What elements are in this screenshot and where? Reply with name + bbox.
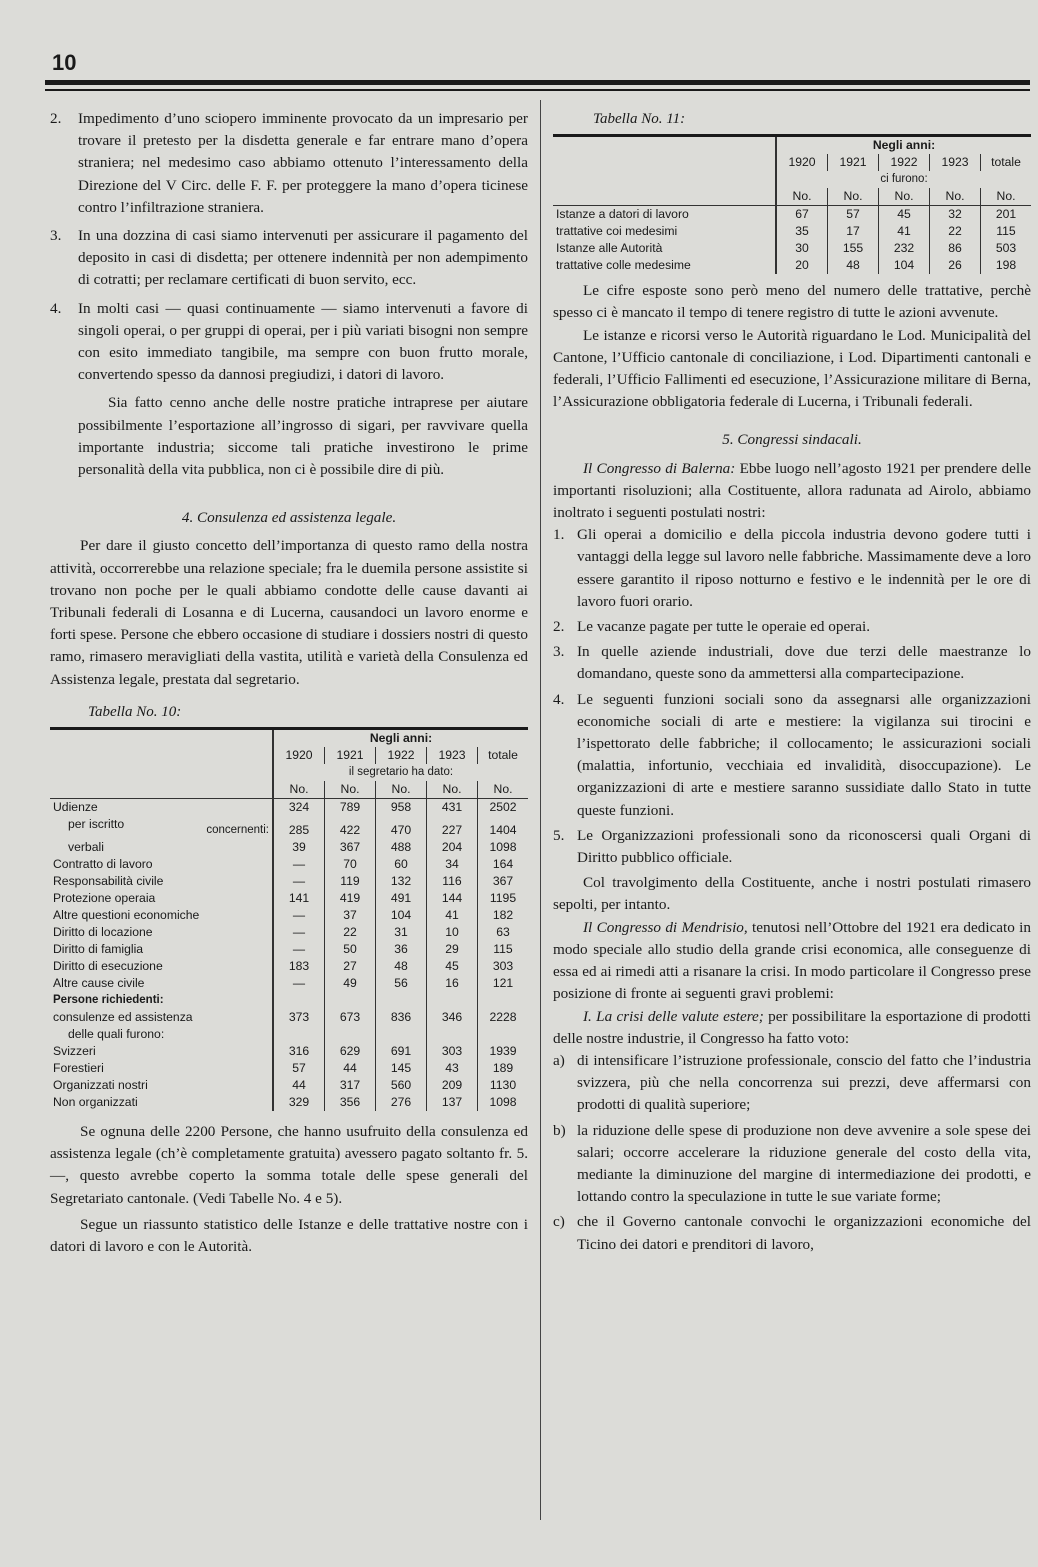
table-cell: 691 [376,1043,427,1060]
item-number: a) [553,1051,565,1069]
table-10-label: Tabella No. 10: [88,703,182,720]
table-cell: 422 [325,816,376,839]
left-column [50,108,528,1258]
table-cell: 329 [273,1094,325,1111]
item-text: Le Organizzazioni professionali sono da riconoscersi quali Organi di Diritto pubblico officiale. [577,826,1031,867]
table-cell: 1195 [478,890,529,907]
table-cell: — [273,924,325,941]
table-cell [273,1026,325,1043]
table-cell: 367 [325,839,376,856]
table-cell: 20 [776,257,828,274]
table-cell: 346 [427,1009,478,1026]
column-divider [540,100,541,1520]
row-label: Svizzeri [53,1044,96,1059]
year-header: 1921 [325,747,376,764]
table-cell: 41 [427,907,478,924]
row-label: Forestieri [53,1061,104,1076]
unit-header: No. [478,781,529,799]
table-cell [427,1026,478,1043]
list-item [50,298,528,387]
row-label: Istanze alle Autorità [556,241,663,256]
table-cell: 60 [376,856,427,873]
table-cell: 22 [325,924,376,941]
table-cell: 121 [478,975,529,992]
item-number: 4. [50,299,62,317]
table-header-top: Negli anni: [776,136,1031,155]
item-number: 1. [553,526,565,544]
table-cell: 144 [427,890,478,907]
concernenti-note: concernenti: [206,824,269,837]
unit-header: No. [427,781,478,799]
list-item [553,1120,1031,1209]
mendrisio-title: Il Congresso di Mendrisio, [583,918,748,936]
table-cell: 36 [376,941,427,958]
table-header-mid: ci furono: [776,171,1031,188]
list-item [553,524,1031,613]
row-label: Diritto di locazione [53,925,153,940]
table-cell: 227 [427,816,478,839]
item-number: 3. [50,227,62,245]
table-row [50,1009,528,1026]
table-cell: 209 [427,1077,478,1094]
table-row [50,890,528,907]
table-cell: — [273,941,325,958]
table-cell: 470 [376,816,427,839]
table-cell: 1098 [478,839,529,856]
row-label: per iscritto concernenti: [50,816,273,839]
year-header: 1920 [776,154,828,171]
table-cell: 303 [478,958,529,975]
table-10 [50,727,528,1111]
header-rule [45,80,1030,85]
item-text: In molti casi — quasi continuamente — siamo intervenuti a favore di singoli operai, o per gruppi di operai, per i più variati bisogni non sempre con esito immediato tangibile, ma sempre con buon frutto morale, convertendo spesso da dannosi pregiudizi, i datori di lavoro. [78,299,528,384]
year-header: 1920 [273,747,325,764]
table-cell: 35 [776,223,828,240]
table-cell: 285 [273,816,325,839]
table-cell: 32 [930,206,981,224]
table-cell: 17 [828,223,879,240]
row-label: Non organizzati [53,1095,138,1110]
table-cell: 145 [376,1060,427,1077]
table-cell: 155 [828,240,879,257]
table-cell: 431 [427,799,478,817]
table-row [50,941,528,958]
row-label: verbali [68,840,104,855]
table-cell: 16 [427,975,478,992]
table-cell: 324 [273,799,325,817]
year-header: 1922 [376,747,427,764]
table-cell: 115 [478,941,529,958]
item-number: 5. [553,826,565,844]
table-cell: 373 [273,1009,325,1026]
list-item [50,225,528,292]
unit-header: No. [273,781,325,799]
year-header: 1921 [828,154,879,171]
table-cell: 48 [828,257,879,274]
table-cell: 137 [427,1094,478,1111]
table-cell: 41 [879,223,930,240]
table-cell: 1404 [478,816,529,839]
table-row [553,257,1031,274]
table-cell: 1939 [478,1043,529,1060]
table-11-label: Tabella No. 11: [593,111,686,127]
paragraph-export: Sia fatto cenno anche delle nostre pratiche intraprese per aiutare possibilmente l’esportazione all’ingrosso di sigari, per ravvivare quella importante industria; siccome tali pratiche investirono le prime personalità della vita pubblica, non ci è possibile dire di più. [78,394,528,479]
table-cell: 49 [325,975,376,992]
table-cell: 419 [325,890,376,907]
table-cell: 34 [427,856,478,873]
paragraph-mendrisio [553,917,1031,1006]
table-cell: — [273,907,325,924]
item-number: c) [553,1213,565,1231]
row-label: Altre cause civile [53,976,145,991]
crisi-text: per possibilitare la esportazione di prodotti delle nostre industrie, il Congresso ha fatto voto: [553,1007,1031,1047]
table-cell: — [273,873,325,890]
table-cell: 30 [776,240,828,257]
row-label: Istanze a datori di lavoro [556,207,689,222]
table-cell: 45 [427,958,478,975]
table-row [50,1094,528,1111]
table-cell: 132 [376,873,427,890]
table-row [50,1060,528,1077]
row-label: Protezione operaia [53,891,156,906]
item-number: 2. [553,618,565,636]
table-cell: 182 [478,907,529,924]
item-text: Gli operai a domicilio e della piccola industria devono godere tutti i vantaggi della legge sul lavoro nelle fabbriche. Massimamente deve a loro essere garantito il riposo notturno e festivo e le indennità per le ore di lavoro fuori orario. [577,526,1031,610]
item-text: Le seguenti funzioni sociali sono da assegnarsi alle organizzazioni economiche sociali di arte e mestiere: la vigilanza sui tirocini e l’ispettorato delle fabbriche; il collocamento; le assicurazioni sociali (malattia, infortunio, vecchiaia ed invalidità, disoccupazione). Le organizzazioni di arte e mestiere saranno sussidiate dallo Stato in tutte queste funzioni. [577,690,1031,819]
paragraph-balerna [553,458,1031,525]
table-cell: 491 [376,890,427,907]
table-cell: 50 [325,941,376,958]
list-item [553,689,1031,822]
row-label: Contratto di lavoro [53,857,153,872]
table-row [553,206,1031,224]
year-header: 1922 [879,154,930,171]
right-column [553,108,1031,1259]
paragraph-persone: Se ognuna delle 2200 Persone, che hanno usufruito della consulenza ed assistenza legale (ch’è completamente gratuita) avessero pagato soltanto fr. 5.—, questo avrebbe coperto la somma totale delle spese generali del Segretariato cantonale. (Vedi Tabelle No. 4 e 5). [50,1123,528,1207]
table-cell: 503 [981,240,1032,257]
table-row [50,839,528,856]
section-title-5: 5. Congressi sindacali. [722,431,862,449]
year-header: 1923 [930,154,981,171]
table-row [50,1077,528,1094]
table-row [50,958,528,975]
table-cell: 2228 [478,1009,529,1026]
table-row [50,856,528,873]
table-cell: 316 [273,1043,325,1060]
table-cell: 56 [376,975,427,992]
table-cell: 232 [879,240,930,257]
mendrisio-text: tenutosi nell’Ottobre del 1921 era dedicato in modo speciale allo studio della grande crisi economica, alle conseguenze di essa ed ai rimedi atti a risanare la crisi. In modo particolare il Congresso prese posizione di fronte ai seguenti gravi problemi: [553,918,1031,1003]
unit-header: No. [930,188,981,206]
year-header: totale [478,747,529,764]
table-cell [273,992,325,1009]
item-text: che il Governo cantonale convochi le organizzazioni economiche del Ticino dei datori e prenditori di lavoro, [577,1213,1031,1253]
list-item [553,1211,1031,1255]
table-cell: 356 [325,1094,376,1111]
item-text: Le vacanze pagate per tutte le operaie ed operai. [577,618,871,636]
table-cell: 183 [273,958,325,975]
table-cell: 10 [427,924,478,941]
table-row [50,816,528,839]
header-rule-thin [45,89,1030,91]
balerna-text: Ebbe luogo nell’agosto 1921 per prendere delle importanti risoluzioni; alla Costituente, allora radunata ad Airolo, abbiamo inoltrato i seguenti postulati nostri: [553,459,1031,522]
row-label: Organizzati nostri [53,1078,148,1093]
row-label: Altre questioni economiche [53,908,200,923]
table-cell: 43 [427,1060,478,1077]
table-cell [478,992,529,1009]
table-row [553,240,1031,257]
year-header: 1923 [427,747,478,764]
table-cell: 31 [376,924,427,941]
table-cell [376,992,427,1009]
table-cell: 115 [981,223,1032,240]
paragraph-cifre: Le cifre esposte sono però meno del numero delle trattative, perchè spesso ci è mancato il tempo di tenere registro di tutte le azioni avvenute. [553,282,1031,322]
table-row [50,907,528,924]
table-11 [553,134,1031,274]
unit-header: No. [776,188,828,206]
table-cell: 201 [981,206,1032,224]
table-cell: 86 [930,240,981,257]
item-text: Impedimento d’uno sciopero imminente provocato da un impresario per trovare il pretesto per la disdetta generale e far entrare mano d’opera straniera; nel medesimo caso abbiamo ottenuto l’interessamento della Direzione del V Circ. delle F. F. per proteggere la mano d’opera ticinese contro l’infiltrazione straniera. [78,110,528,216]
item-number: 3. [553,643,565,661]
row-label: Persone richiedenti: [53,994,164,1007]
page-number: 10 [52,50,77,75]
item-number: b) [553,1121,566,1139]
paragraph-consulenza: Per dare il giusto concetto dell’importanza di questo ramo della nostra attività, occorrerebbe una relazione speciale; fra le duemila persone assistite si trovano non poche per le quali abbiamo condotte delle cause davanti ai Tribunali federali di Losanna e di Lucerna, causandoci un lavoro enorme e forti spese. Persone che ebbero occasione di studiare i dossiers nostri di questo ramo, rimasero meravigliati della vastita, utilità e varietà della Consulenza ed Assistenza legale, prestata dal segretario. [50,537,528,688]
table-cell: 2502 [478,799,529,817]
item-text: In quelle aziende industriali, dove due terzi delle maestranze lo domandano, queste sono da ammettersi alla compartecipazione. [577,643,1031,683]
table-row [50,873,528,890]
table-cell: 44 [325,1060,376,1077]
table-row [50,924,528,941]
row-label: consulenze ed assistenza [53,1010,193,1025]
row-label: delle quali furono: [68,1027,165,1042]
item-text: la riduzione delle spese di produzione non deve avvenire a sole spese dei salari; occorre accelerare la riduzione generale del costo della vita, mediante la diminuzione del margine di intermediazione dei prodotti, e lottando contro la speculazione in tutte le sue variate forme; [577,1121,1031,1206]
table-cell: 119 [325,873,376,890]
list-item [553,825,1031,869]
row-label: Responsabilità civile [53,874,164,889]
table-cell: 39 [273,839,325,856]
table-header-top: Negli anni: [273,729,528,748]
table-row [50,799,528,817]
paragraph-crisi [553,1006,1031,1050]
table-cell: 22 [930,223,981,240]
voti-list [553,1050,1031,1256]
table-header-mid: il segretario ha dato: [273,764,528,781]
crisi-title: I. La crisi delle valute estere; [583,1007,764,1025]
table-cell [325,992,376,1009]
table-cell [325,1026,376,1043]
unit-header: No. [828,188,879,206]
table-cell: 67 [776,206,828,224]
table-cell: 1130 [478,1077,529,1094]
table-row [50,992,528,1009]
table-cell [376,1026,427,1043]
table-cell: 48 [376,958,427,975]
paragraph-travolgimento: Col travolgimento della Costituente, anche i nostri postulati rimasero sepolti, per intanto. [553,874,1031,914]
postulati-list [553,524,1031,869]
table-cell [427,992,478,1009]
table-cell: 27 [325,958,376,975]
table-cell: — [273,856,325,873]
table-cell: 57 [273,1060,325,1077]
unit-header: No. [325,781,376,799]
item-number: 2. [50,110,62,127]
table-cell: 189 [478,1060,529,1077]
section-title-4: 4. Consulenza ed assistenza legale. [181,509,397,527]
list-item [553,616,1031,638]
table-cell: 29 [427,941,478,958]
row-label: Diritto di esecuzione [53,959,163,974]
table-cell: 198 [981,257,1032,274]
table-cell: 276 [376,1094,427,1111]
table-cell: 560 [376,1077,427,1094]
balerna-title: Il Congresso di Balerna: [583,459,736,477]
table-cell: 45 [879,206,930,224]
table-cell: 104 [376,907,427,924]
table-row [50,1043,528,1060]
table-cell: 26 [930,257,981,274]
table-cell: 116 [427,873,478,890]
table-cell: 204 [427,839,478,856]
table-cell: 164 [478,856,529,873]
row-label: trattative coi medesimi [556,224,678,239]
table-row [50,975,528,992]
table-cell: 303 [427,1043,478,1060]
row-label: trattative colle medesime [556,258,691,273]
list-item [553,641,1031,685]
table-cell: 1098 [478,1094,529,1111]
table-cell: 70 [325,856,376,873]
paragraph-segue: Segue un riassunto statistico delle Istanze e delle trattative nostre con i datori di lavoro e con le Autorità. [50,1215,528,1256]
table-cell: 104 [879,257,930,274]
list-item [553,1050,1031,1117]
table-cell: 958 [376,799,427,817]
table-cell: 44 [273,1077,325,1094]
row-label: Diritto di famiglia [53,942,144,957]
table-cell: 488 [376,839,427,856]
table-cell: 789 [325,799,376,817]
item-text: In una dozzina di casi siamo intervenuti per assicurare il pagamento del deposito in casi di disdetta; per ottenere indennità per non adempimento di cotratti; per reclamare certificati di buon servito, ecc. [78,227,528,289]
table-cell: — [273,975,325,992]
table-cell: 836 [376,1009,427,1026]
table-cell: 629 [325,1043,376,1060]
table-cell [478,1026,529,1043]
table-cell: 63 [478,924,529,941]
table-cell: 673 [325,1009,376,1026]
table-row [553,223,1031,240]
year-header: totale [981,154,1032,171]
table-cell: 367 [478,873,529,890]
row-label: Udienze [53,800,98,815]
table-cell: 37 [325,907,376,924]
unit-header: No. [879,188,930,206]
item-text: di intensificare l’istruzione professionale, conscio del fatto che l’industria svizzera, più che nella concorrenza sui prezzi, deve affermarsi con prodotti di qualità superiore; [577,1051,1031,1114]
table-cell: 317 [325,1077,376,1094]
table-row [50,1026,528,1043]
paragraph-istanze: Le istanze e ricorsi verso le Autorità riguardano le Lod. Municipalità del Cantone, l’Ufficio cantonale di conciliazione, i Lod. Dipartimenti cantonali e federali, l’Ufficio Fallimenti ed esecuzione, l’Assicurazione militare di Berna, l’Assicurazione obbligatoria federale di Lucerna, i Tribunali federali. [553,326,1031,411]
unit-header: No. [981,188,1032,206]
unit-header: No. [376,781,427,799]
table-cell: 141 [273,890,325,907]
table-cell: 57 [828,206,879,224]
item-number: 4. [553,690,565,708]
list-item [50,108,528,219]
